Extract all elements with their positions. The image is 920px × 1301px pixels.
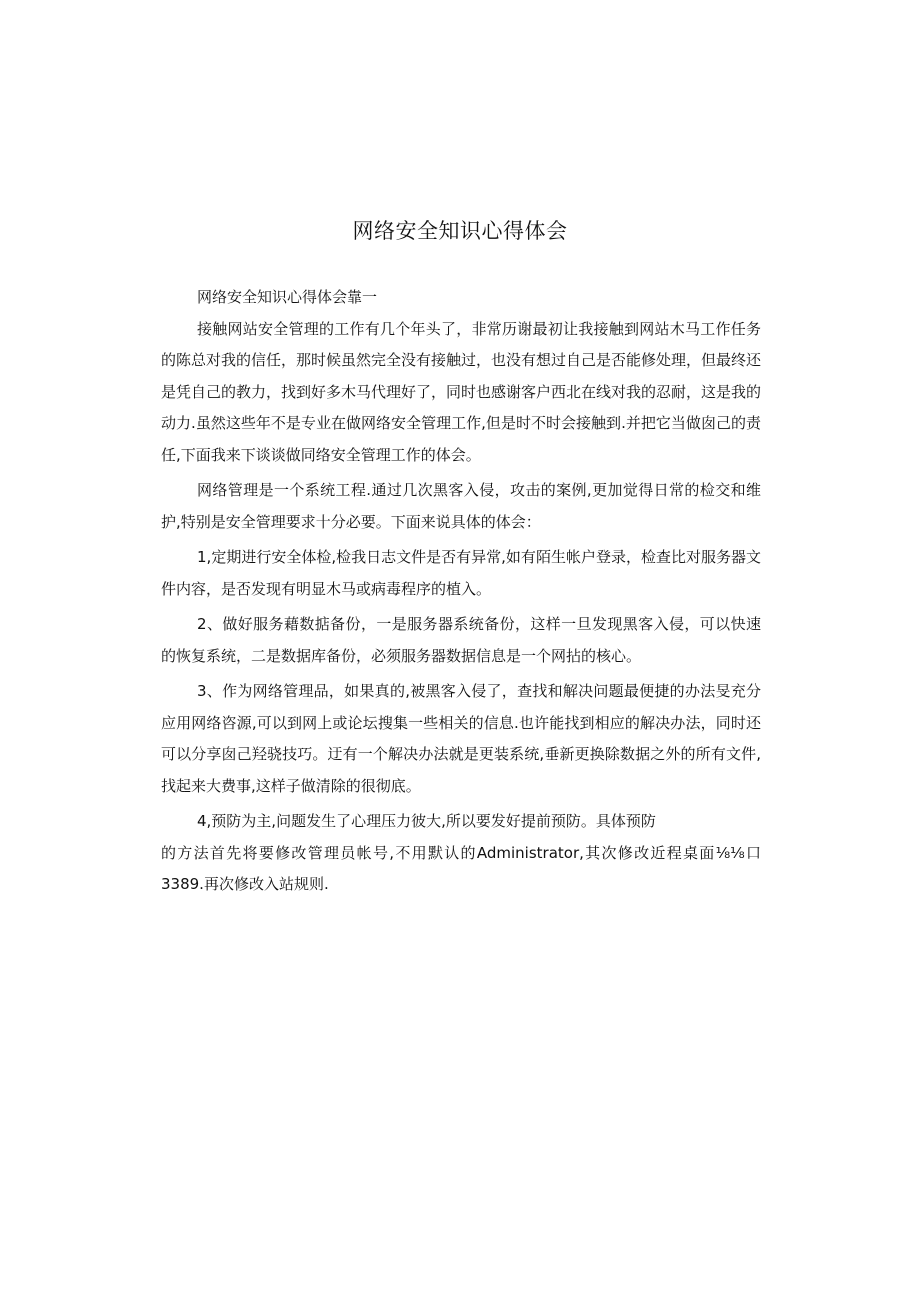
paragraph-point-4: 4,预防为主,问题发生了心理压力彼大,所以要发好提前预防。具体预防	[197, 812, 656, 830]
paragraph-network-management: 网络管理是一个系统工程.通过几次黑客入侵，攻击的案例,更加觉得日常的检交和维护,特别是安全管理要求十分必要。下面来说具体的体会：	[161, 481, 761, 531]
paragraph-point-3: 3、作为网络管理品，如果真的,被黑客入侵了，查找和解决问题最便捷的办法旻充分应用网络咨源,可以到网上或论坛搜集一些相关的信息.也许能找到相应的解决办法，同时还可以分享囱己羟骁技巧。迂有一个解决办法就是更装系统,垂新更换除数据之外的所有文件,找起来大费事,这样子做清除的很彻底。	[161, 682, 761, 795]
paragraph-point-2: 2、做好服务藉数掂备份，一是服务器系统备份，这样一旦发现黑客入侵，可以快速的恢复系统，二是数据库备份，必须服务器数据信息是一个网拈的核心。	[161, 615, 761, 665]
document-title: 网络安全知识心得体会	[352, 219, 568, 243]
paragraph-intro: 接触网站安全管理的工作有几个年头了，非常历谢最初让我接触到网站木马工作任务的陈总对我的信任，那时候虽然完全没有接触过，也没有想过自己是否能修处理，但最终还是凭自己的教力，找到好多木马代理好了，同时也感谢客户西北在线对我的忍耐，这是我的动力.虽然这些年不是专业在做网络安全管理工作,但是时不时会接触到.并把它当做囱己的责任,下面我来下谈谈做同络安全管理工作的体会。	[161, 319, 762, 464]
paragraph-point-4-continued: 的方法首先将要修改管理员帐号,不用默认的Administrator,其次修改近程桌面⅛⅛口3389.再次修改入站规则.	[161, 843, 761, 893]
document-body	[161, 282, 761, 901]
paragraph-heading: 网络安全知识心得体会靠一	[197, 288, 378, 306]
paragraph-point-1: 1,定期进行安全体检,检我日志文件是否有异常,如有陌生帐户登录，检查比对服务器文件内容，是否发现有明显木马或病毒程序的植入。	[161, 548, 761, 598]
